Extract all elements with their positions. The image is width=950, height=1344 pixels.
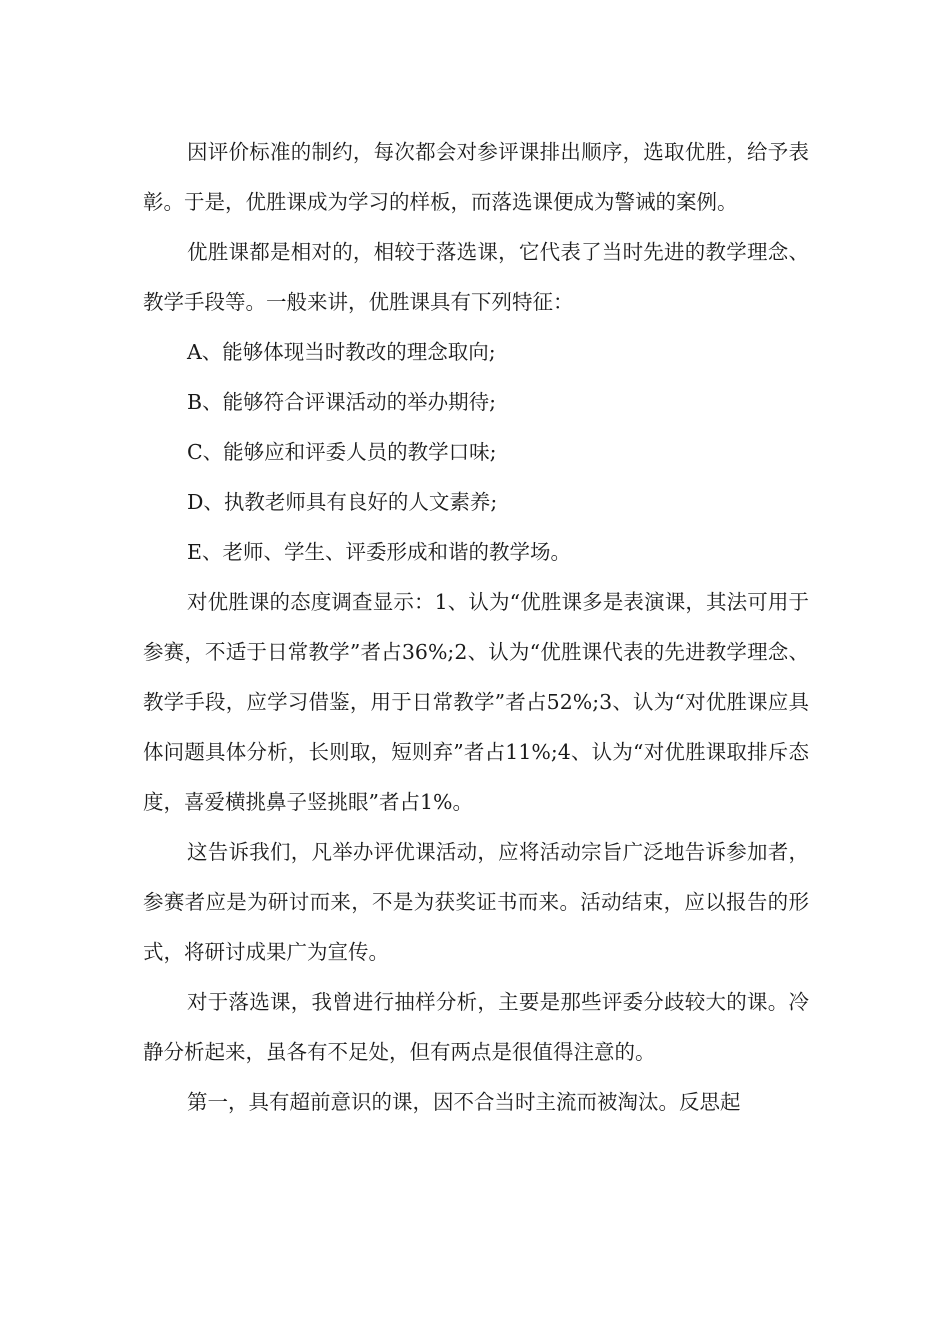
list-item-d: D、执教老师具有良好的人文素养; [187, 490, 498, 514]
paragraph-evaluation-ranking: 因评价标准的制约，每次都会对参评课排出顺序，选取优胜，给予表彰。于是，优胜课成为学习的样板，而落选课便成为警诫的案例。 [143, 140, 809, 214]
paragraph-attitude-survey: 对优胜课的态度调查显示：1、认为“优胜课多是表演课，其法可用于参赛，不适于日常教学”者占36%;2、认为“优胜课代表的先进教学理念、教学手段，应学习借鉴，用于日常教学”者占52%;3、认为“对优胜课应具体问题具体分析，长则取，短则弃”者占11%;4、认为“对优胜课取排斥态度，喜爱横挑鼻子竖挑眼”者占1%。 [143, 590, 809, 814]
list-item-c: C、能够应和评委人员的教学口味; [187, 440, 497, 464]
document-body [143, 127, 809, 1127]
paragraph-winning-class-features: 优胜课都是相对的，相较于落选课，它代表了当时先进的教学理念、教学手段等。一般来讲，优胜课具有下列特征： [143, 240, 809, 314]
list-item-a: A、能够体现当时教改的理念取向; [187, 340, 496, 364]
list-item-e: E、老师、学生、评委形成和谐的教学场。 [187, 540, 571, 564]
paragraph-first-point: 第一，具有超前意识的课，因不合当时主流而被淘汰。反思起 [187, 1090, 741, 1114]
paragraph-rejected-classes: 对于落选课，我曾进行抽样分析，主要是那些评委分歧较大的课。冷静分析起来，虽各有不足处，但有两点是很值得注意的。 [143, 990, 809, 1064]
list-item-b: B、能够符合评课活动的举办期待; [187, 390, 496, 414]
paragraph-activity-purpose: 这告诉我们，凡举办评优课活动，应将活动宗旨广泛地告诉参加者，参赛者应是为研讨而来，不是为获奖证书而来。活动结束，应以报告的形式，将研讨成果广为宣传。 [143, 840, 809, 964]
